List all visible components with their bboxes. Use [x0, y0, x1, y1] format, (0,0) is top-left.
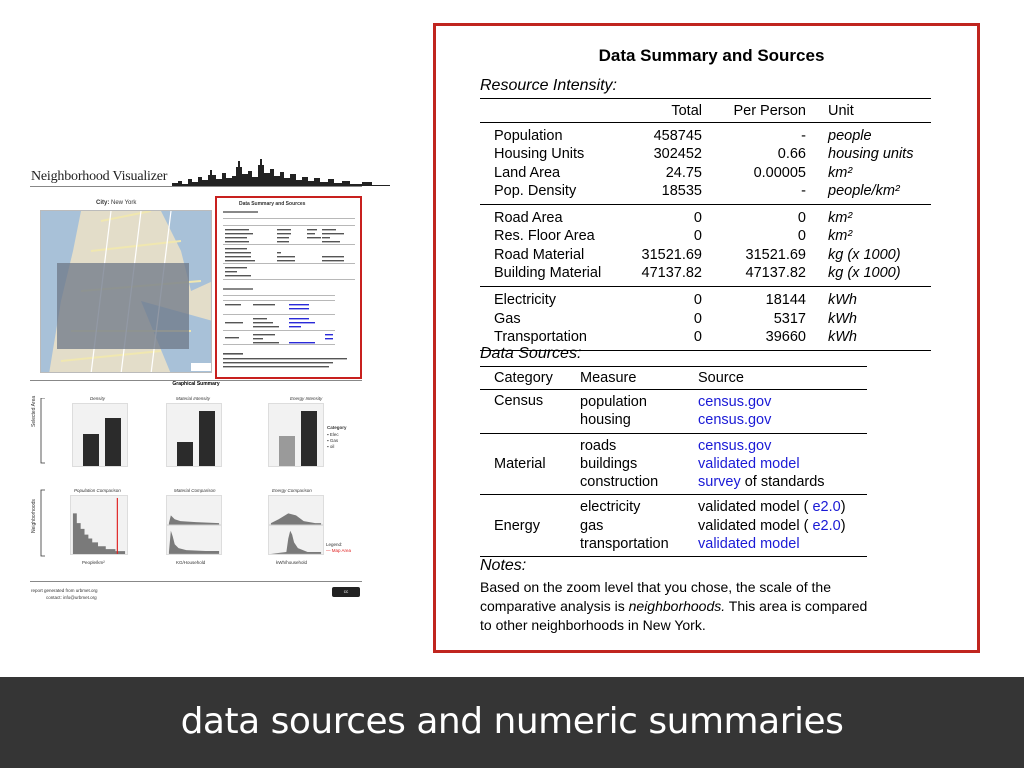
material-bar-buildings	[177, 442, 193, 466]
table-row: Electricity 0 18144 kWh	[494, 292, 857, 309]
source-link-survey[interactable]: survey	[698, 474, 741, 491]
density-bar-housing	[83, 434, 99, 466]
thumbnail-panel-lines	[217, 198, 360, 377]
table-row: Population 458745 - people	[494, 128, 872, 144]
energy-histogram	[268, 495, 324, 555]
measure-population: population	[580, 394, 647, 410]
skyline-logo	[172, 155, 390, 187]
material-histogram	[166, 495, 222, 555]
table-row: Land Area 24.75 0.00005 km²	[494, 164, 853, 181]
table-row: Transportation 0 39660 kWh	[480, 328, 931, 351]
category-census: Census	[480, 390, 580, 434]
density-chart	[72, 403, 128, 467]
resource-header-row	[480, 99, 931, 123]
footer-contact: contact: info@urbmet.org	[46, 595, 97, 600]
chart-title-material: Material Intensity	[176, 396, 211, 401]
thumbnail-rule	[30, 186, 362, 187]
data-sources-table	[480, 366, 867, 557]
col-header-per-person: Per Person	[702, 99, 806, 123]
panel-title: Data Summary and Sources	[598, 46, 825, 65]
footer-rule	[30, 581, 362, 582]
row-label-selected: Selected Area	[31, 395, 37, 427]
map-legend-label: Legend:	[326, 542, 343, 547]
x-label-energy: kWh/household	[276, 560, 308, 565]
table-row: Gas 0 5317 kWh	[494, 310, 857, 327]
measure-electricity: electricity	[580, 499, 641, 516]
energy-legend-elec: ▪ Elec	[327, 432, 339, 437]
table-row: Res. Floor Area 0 0 km²	[494, 228, 853, 245]
data-sources-heading: Data Sources:	[480, 345, 582, 362]
footer-report: report generated from urbmet.org	[31, 588, 98, 593]
thumbnail-panel-title: Data Summary and Sources	[239, 201, 306, 207]
energy-legend-oil: ▪ oil	[327, 444, 335, 449]
density-bar-population	[105, 418, 121, 466]
measure-construction: construction	[580, 474, 659, 491]
category-energy: Energy	[480, 495, 580, 557]
source-electricity: validated model ( e2.0)	[698, 499, 846, 516]
measure-roads: roads	[580, 437, 617, 454]
energy-legend-gas: ▪ Gas	[327, 438, 339, 443]
caption-text: data sources and numeric summaries	[180, 701, 844, 742]
caption-bar	[0, 677, 1024, 768]
table-row: Road Material 31521.69 31521.69 kg (x 1000)	[494, 246, 901, 263]
source-construction: survey of standards	[698, 474, 825, 491]
source-link-census-housing[interactable]: census.gov	[698, 412, 772, 429]
cc-license-badge: cc	[332, 587, 360, 597]
source-link-e2-electricity[interactable]: e2.0	[812, 499, 841, 516]
notes-heading: Notes:	[480, 557, 527, 574]
resource-intensity-heading: Resource Intensity:	[480, 77, 617, 94]
measure-housing: housing	[580, 412, 631, 429]
sources-row-material	[480, 433, 867, 495]
resource-intensity-table	[480, 98, 931, 351]
data-summary-panel	[433, 23, 980, 653]
col-header-name	[480, 99, 622, 123]
table-row: Building Material 47137.82 47137.82 kg (x 1000)	[480, 264, 931, 287]
col-header-category: Category	[480, 367, 580, 390]
row-brackets	[40, 398, 46, 558]
row-label-neighborhoods: Neighborhoods	[31, 499, 37, 533]
col-header-unit: Unit	[806, 99, 931, 123]
table-row: Pop. Density 18535 - people/km²	[480, 182, 931, 205]
x-label-population: People/km²	[82, 560, 105, 565]
measure-gas: gas	[580, 517, 604, 534]
energy-legend-title: Category	[327, 425, 347, 430]
chart-title-material-comparison: Material Comparison	[174, 488, 216, 493]
map-view[interactable]	[40, 210, 212, 373]
measure-buildings: buildings	[580, 455, 638, 472]
source-link-e2-gas[interactable]: e2.0	[812, 517, 841, 534]
col-header-total: Total	[622, 99, 702, 123]
table-row: Housing Units 302452 0.66 housing units	[494, 146, 914, 163]
x-label-material: KG/Household	[176, 560, 206, 565]
source-link-census-population[interactable]: census.gov	[698, 394, 772, 410]
chart-title-energy-comparison: Energy Comparison	[272, 488, 312, 493]
app-title: Neighborhood Visualizer	[31, 169, 168, 184]
measure-transportation: transportation	[580, 536, 669, 553]
category-material: Material	[480, 433, 580, 495]
source-link-roads[interactable]: census.gov	[698, 437, 772, 454]
sources-header-row	[480, 367, 867, 390]
city-caption: City: New York	[96, 200, 137, 206]
thumbnail-summary-panel	[215, 196, 362, 379]
material-bar-roads	[199, 411, 215, 466]
energy-bar-buildings	[279, 436, 295, 466]
report-thumbnail[interactable]	[26, 155, 366, 635]
graphical-summary-heading: Graphical Summary	[30, 380, 362, 387]
energy-bar-transportation	[301, 411, 317, 466]
chart-title-population-comparison: Population Comparison	[74, 488, 121, 493]
source-link-transportation[interactable]: validated model	[698, 536, 800, 553]
chart-title-density: Density	[90, 396, 106, 401]
map-legend-area: — Map Area	[326, 548, 352, 553]
source-gas: validated model ( e2.0)	[698, 517, 846, 534]
table-row: Road Area 0 0 km²	[494, 210, 853, 227]
map-graphic	[41, 211, 212, 373]
material-chart	[166, 403, 222, 467]
source-link-buildings[interactable]: validated model	[698, 455, 800, 472]
sources-row-census	[480, 390, 867, 434]
notes-text: Based on the zoom level that you chose, the scale of the comparative analysis is neighborhoods. This area is compared to other neighborhoods in New York.	[480, 579, 868, 633]
energy-chart	[268, 403, 324, 467]
sources-row-energy	[480, 495, 867, 557]
population-histogram	[70, 495, 128, 555]
col-header-measure: Measure	[580, 367, 698, 390]
col-header-source: Source	[698, 367, 867, 390]
chart-title-energy: Energy Intensity	[290, 396, 323, 401]
